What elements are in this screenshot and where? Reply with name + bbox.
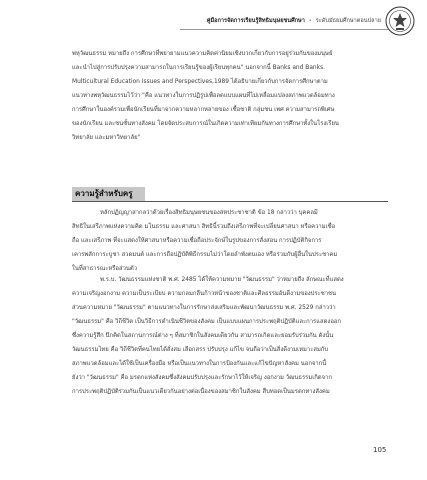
text-line: ส่วนความหมาย "วัฒนธรรม" ตามแนวทางในการรักษาส่งเสริมและพัฒนาวัฒนธรรม พ.ศ. 2529 กล่าวว่า [72, 305, 336, 311]
text-line: พ.ร.บ. วัฒนธรรมแห่งชาติ พ.ศ. 2485 ได้ให้ความหมาย "วัฒนธรรม" ว่าหมายถึง ลักษณะที่แสดง [100, 277, 344, 283]
text-line: และนำไปสู่การปรับปรุงความสามารถในการเรียนรู้ของผู้เรียนทุกคน" นอกจากนี้ Banks and Banks. [72, 65, 326, 71]
text-line: เคารพสักการะบูชา สวดมนต์ และการถือปฏิบัติพิธีกรรมไม่ว่าโดยลำพังตนเอง หรือร่วมกับผู้อื่นในประชาคม [72, 252, 338, 258]
text-line: พหุวัฒนธรรม หมายถึง การศึกษาที่พยายามแนวความคิดค่านิยมเชิงบวกเกี่ยวกับการอยู่ร่วมกันของมนุษย์ [72, 51, 333, 57]
text-line: สภาพแวดล้อมและได้ใช้เป็นเครื่องมือ หรือเป็นแนวทางในการป้องกันและแก้ไขปัญหาสังคม นอกจากนี้ [72, 361, 327, 367]
text-line: Multicultural Education Issues and Perspectives,1989 ได้อธิบายเกี่ยวกับการจัดการศึกษาตาม [72, 79, 328, 85]
text-line: ยังว่า "วัฒนธรรม" คือ มรดกแห่งสังคมซึ่งสังคมปรับปรุงและรักษาไว้ให้เจริญ งอกงาม วัฒนธรรมเกิดจาก [72, 375, 332, 381]
section-heading-label: ความรู้สำหรับครู [75, 189, 133, 198]
seal-icon [385, 6, 415, 36]
paragraph-3 [72, 273, 386, 399]
text-line: หลักปฏิญญาสากลว่าด้วยเรื่องสิทธิมนุษยชนของสหประชาชาติ ข้อ 18 กล่าวว่า บุคคลมี [100, 210, 318, 216]
paragraph-2 [72, 206, 386, 276]
header-level: ระดับมัธยมศึกษาตอนปลาย [315, 18, 381, 24]
text-line: การศึกษาในองค์รวมเพื่อนักเรียนที่มาจากความหลากหลายของ เชื้อชาติ กลุ่มชน เพศ ความสามารถพิเศษ [72, 107, 335, 113]
text-line: แนวทางพหุวัฒนธรรมไว้ว่า "คือ แนวทางในการปฏิรูปเพื่อลดแบบแผนที่ไม่เหลื่อมแปลงสภาพแวดล้อมทาง [72, 93, 335, 99]
text-line: วัฒนธรรมไทย คือ วิถีชีวิตที่คนไทยได้สั่งสม เลือกสรร ปรับปรุง แก้ไข จนถือว่าเป็นสิ่งดีงามเหมาะสมกับ [72, 347, 329, 353]
text-line: ของนักเรียน และชนชั้นทางสังคม โดยจัดประสบการณ์ในเกิดความเท่าเทียมกันทางการศึกษาทั้งในโรงเรียน [72, 121, 339, 127]
text-line: สิทธิในเสรีภาพแห่งความคิด มโนธรรม และศาสนา สิทธินี้รวมถึงเสรีภาพที่จะเปลี่ยนศาสนา หรือความเชื่อ [72, 224, 336, 230]
text-line: ความเจริญงอกงาม ความเป็นระเบียบ ความกลมกลืนก้าวหน้าของชาติและศีลธรรมอันดีงามของประชาชน [72, 291, 337, 297]
text-line: วิทยาลัย และมหาวิทยาลัย" [72, 135, 141, 141]
page-number: 105 [373, 446, 387, 454]
running-header [207, 18, 381, 25]
text-line: ซึ่งความรู้สึก นึกคิดในสถานการณ์ต่าง ๆ ที่สมาชิกในสังคมเดียวกัน สามารถเกิดและยอมรับร่วมกัน ดังนั้น [72, 333, 334, 339]
header-rule [180, 29, 388, 30]
section-heading [72, 187, 388, 202]
text-line: ถือ และเสรีภาพ ที่จะแสดงให้ศาสนาหรือความเชื่อถือประจักษ์ในรูปของการสั่งสอน การปฏิบัติกิจการ [72, 238, 322, 244]
section-heading-rule [72, 201, 388, 202]
header-book-title: คู่มือการจัดการเรียนรู้สิทธิมนุษยชนศึกษา [206, 18, 305, 24]
text-line: การประพฤติปฏิบัติร่วมกันเป็นแนวเดียวกันอย่างต่อเนื่องของสมาชิกในสังคม สืบทอดเป็นมรดกทางสังคม [72, 389, 330, 395]
text-line: "วัฒนธรรม" คือ วิถีชีวิต เป็นวิธีการดำเนินชีวิตของสังคม เป็นแบบแผนการประพฤติปฏิบัติและการแสดงออก [72, 319, 341, 325]
header-separator: • [308, 18, 312, 24]
paragraph-1 [72, 47, 386, 145]
text-line: ในที่สาธารณะหรือส่วนตัว [72, 266, 138, 272]
